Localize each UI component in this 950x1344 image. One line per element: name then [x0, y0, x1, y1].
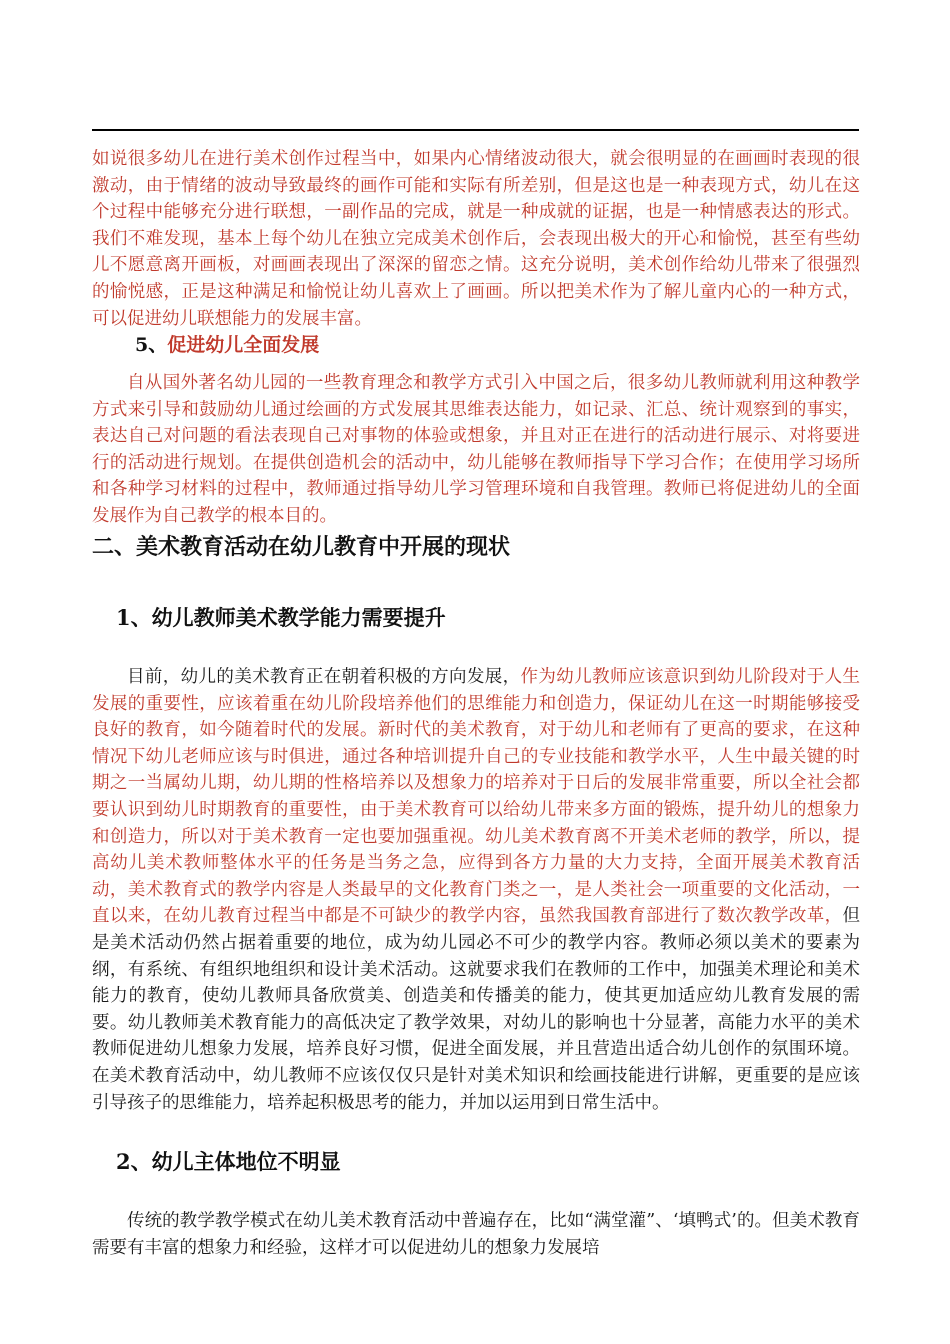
subsection-1-lead: 目前，幼儿的美术教育正在朝着积极的方向发展，: [127, 667, 521, 687]
subsection-2-heading: 2、幼儿主体地位不明显: [116, 1149, 341, 1174]
section-5-title: 促进幼儿全面发展: [167, 334, 320, 356]
subsection-2-paragraph: 传统的教学教学模式在幼儿美术教育活动中普遍存在，比如“满堂灌”、‘填鸭式’的。但美术教育需要有丰富的想象力和经验，这样才可以促进幼儿的想象力发展培: [92, 1211, 860, 1258]
section-5-paragraph: 自从国外著名幼儿园的一些教育理念和教学方式引入中国之后，很多幼儿教师就利用这种教学方式来引导和鼓励幼儿通过绘画的方式发展其思维表达能力，如记录、汇总、统计观察到的事实，表达自己对问题的看法表现自己对事物的体验或想象，并且对正在进行的活动进行展示、对将要进行的活动进行规划。在提供创造机会的活动中，幼儿能够在教师指导下学习合作；在使用学习场所和各种学习材料的过程中，教师通过指导幼儿学习管理环境和自我管理。教师已将促进幼儿的全面发展作为自己教学的根本目的。: [92, 373, 860, 526]
intro-paragraph: 如说很多幼儿在进行美术创作过程当中，如果内心情绪波动很大，就会很明显的在画画时表现的很激动，由于情绪的波动导致最终的画作可能和实际有所差别，但是这也是一种表现方式，幼儿在这个过程中能够充分进行联想，一副作品的完成，就是一种成就的证据，也是一种情感表达的形式。我们不难发现，基本上每个幼儿在独立完成美术创作后，会表现出极大的开心和愉悦，甚至有些幼儿不愿意离开画板，对画画表现出了深深的留恋之情。这充分说明，美术创作给幼儿带来了很强烈的愉悦感，正是这种满足和愉悦让幼儿喜欢上了画画。所以把美术作为了解儿童内心的一种方式，可以促进幼儿联想能力的发展丰富。: [92, 149, 860, 329]
header-rule: [92, 129, 859, 131]
subsection-1-paragraph: [92, 664, 860, 1116]
section-5-heading: [135, 330, 319, 357]
subsection-1-heading: 1、幼儿教师美术教学能力需要提升: [116, 605, 446, 630]
section-5-number: 5、: [135, 334, 168, 356]
chapter-2-heading: 二、美术教育活动在幼儿教育中开展的现状: [92, 534, 511, 560]
subsection-1-tail: 但是美术活动仍然占据着重要的地位，成为幼儿园必不可少的教学内容。教师必须以美术的要素为纲，有系统、有组织地组织和设计美术活动。这就要求我们在教师的工作中，加强美术理论和美术能力的教育，使幼儿教师具备欣赏美、创造美和传播美的能力，使其更加适应幼儿教育发展的需要。幼儿教师美术教育能力的高低决定了教学效果，对幼儿的影响也十分显著，高能力水平的美术教师促进幼儿想象力发展，培养良好习惯，促进全面发展，并且营造出适合幼儿创作的氛围环境。在美术教育活动中，幼儿教师不应该仅仅只是针对美术知识和绘画技能进行讲解，更重要的是应该引导孩子的思维能力，培养起积极思考的能力，并加以运用到日常生活中。: [92, 906, 860, 1113]
subsection-1-highlight: 作为幼儿教师应该意识到幼儿阶段对于人生发展的重要性，应该着重在幼儿阶段培养他们的思维能力和创造力，保证幼儿在这一时期能够接受良好的教育，如今随着时代的发展。新时代的美术教育，对于幼儿和老师有了更高的要求，在这种情况下幼儿老师应该与时俱进，通过各种培训提升自己的专业技能和教学水平，人生中最关键的时期之一当属幼儿期，幼儿期的性格培养以及想象力的培养对于日后的发展非常重要，所以全社会都要认识到幼儿时期教育的重要性，由于美术教育可以给幼儿带来多方面的锻炼，提升幼儿的想象力和创造力，所以对于美术教育一定也要加强重视。幼儿美术教育离不开美术老师的教学，所以，提高幼儿美术教师整体水平的任务是当务之急，应得到各方力量的大力支持，全面开展美术教育活动，美术教育式的教学内容是人类最早的文化教育门类之一，是人类社会一项重要的文化活动，一直以来，在幼儿教育过程当中都是不可缺少的教学内容，虽然我国教育部进行了数次教学改革，: [92, 667, 861, 927]
